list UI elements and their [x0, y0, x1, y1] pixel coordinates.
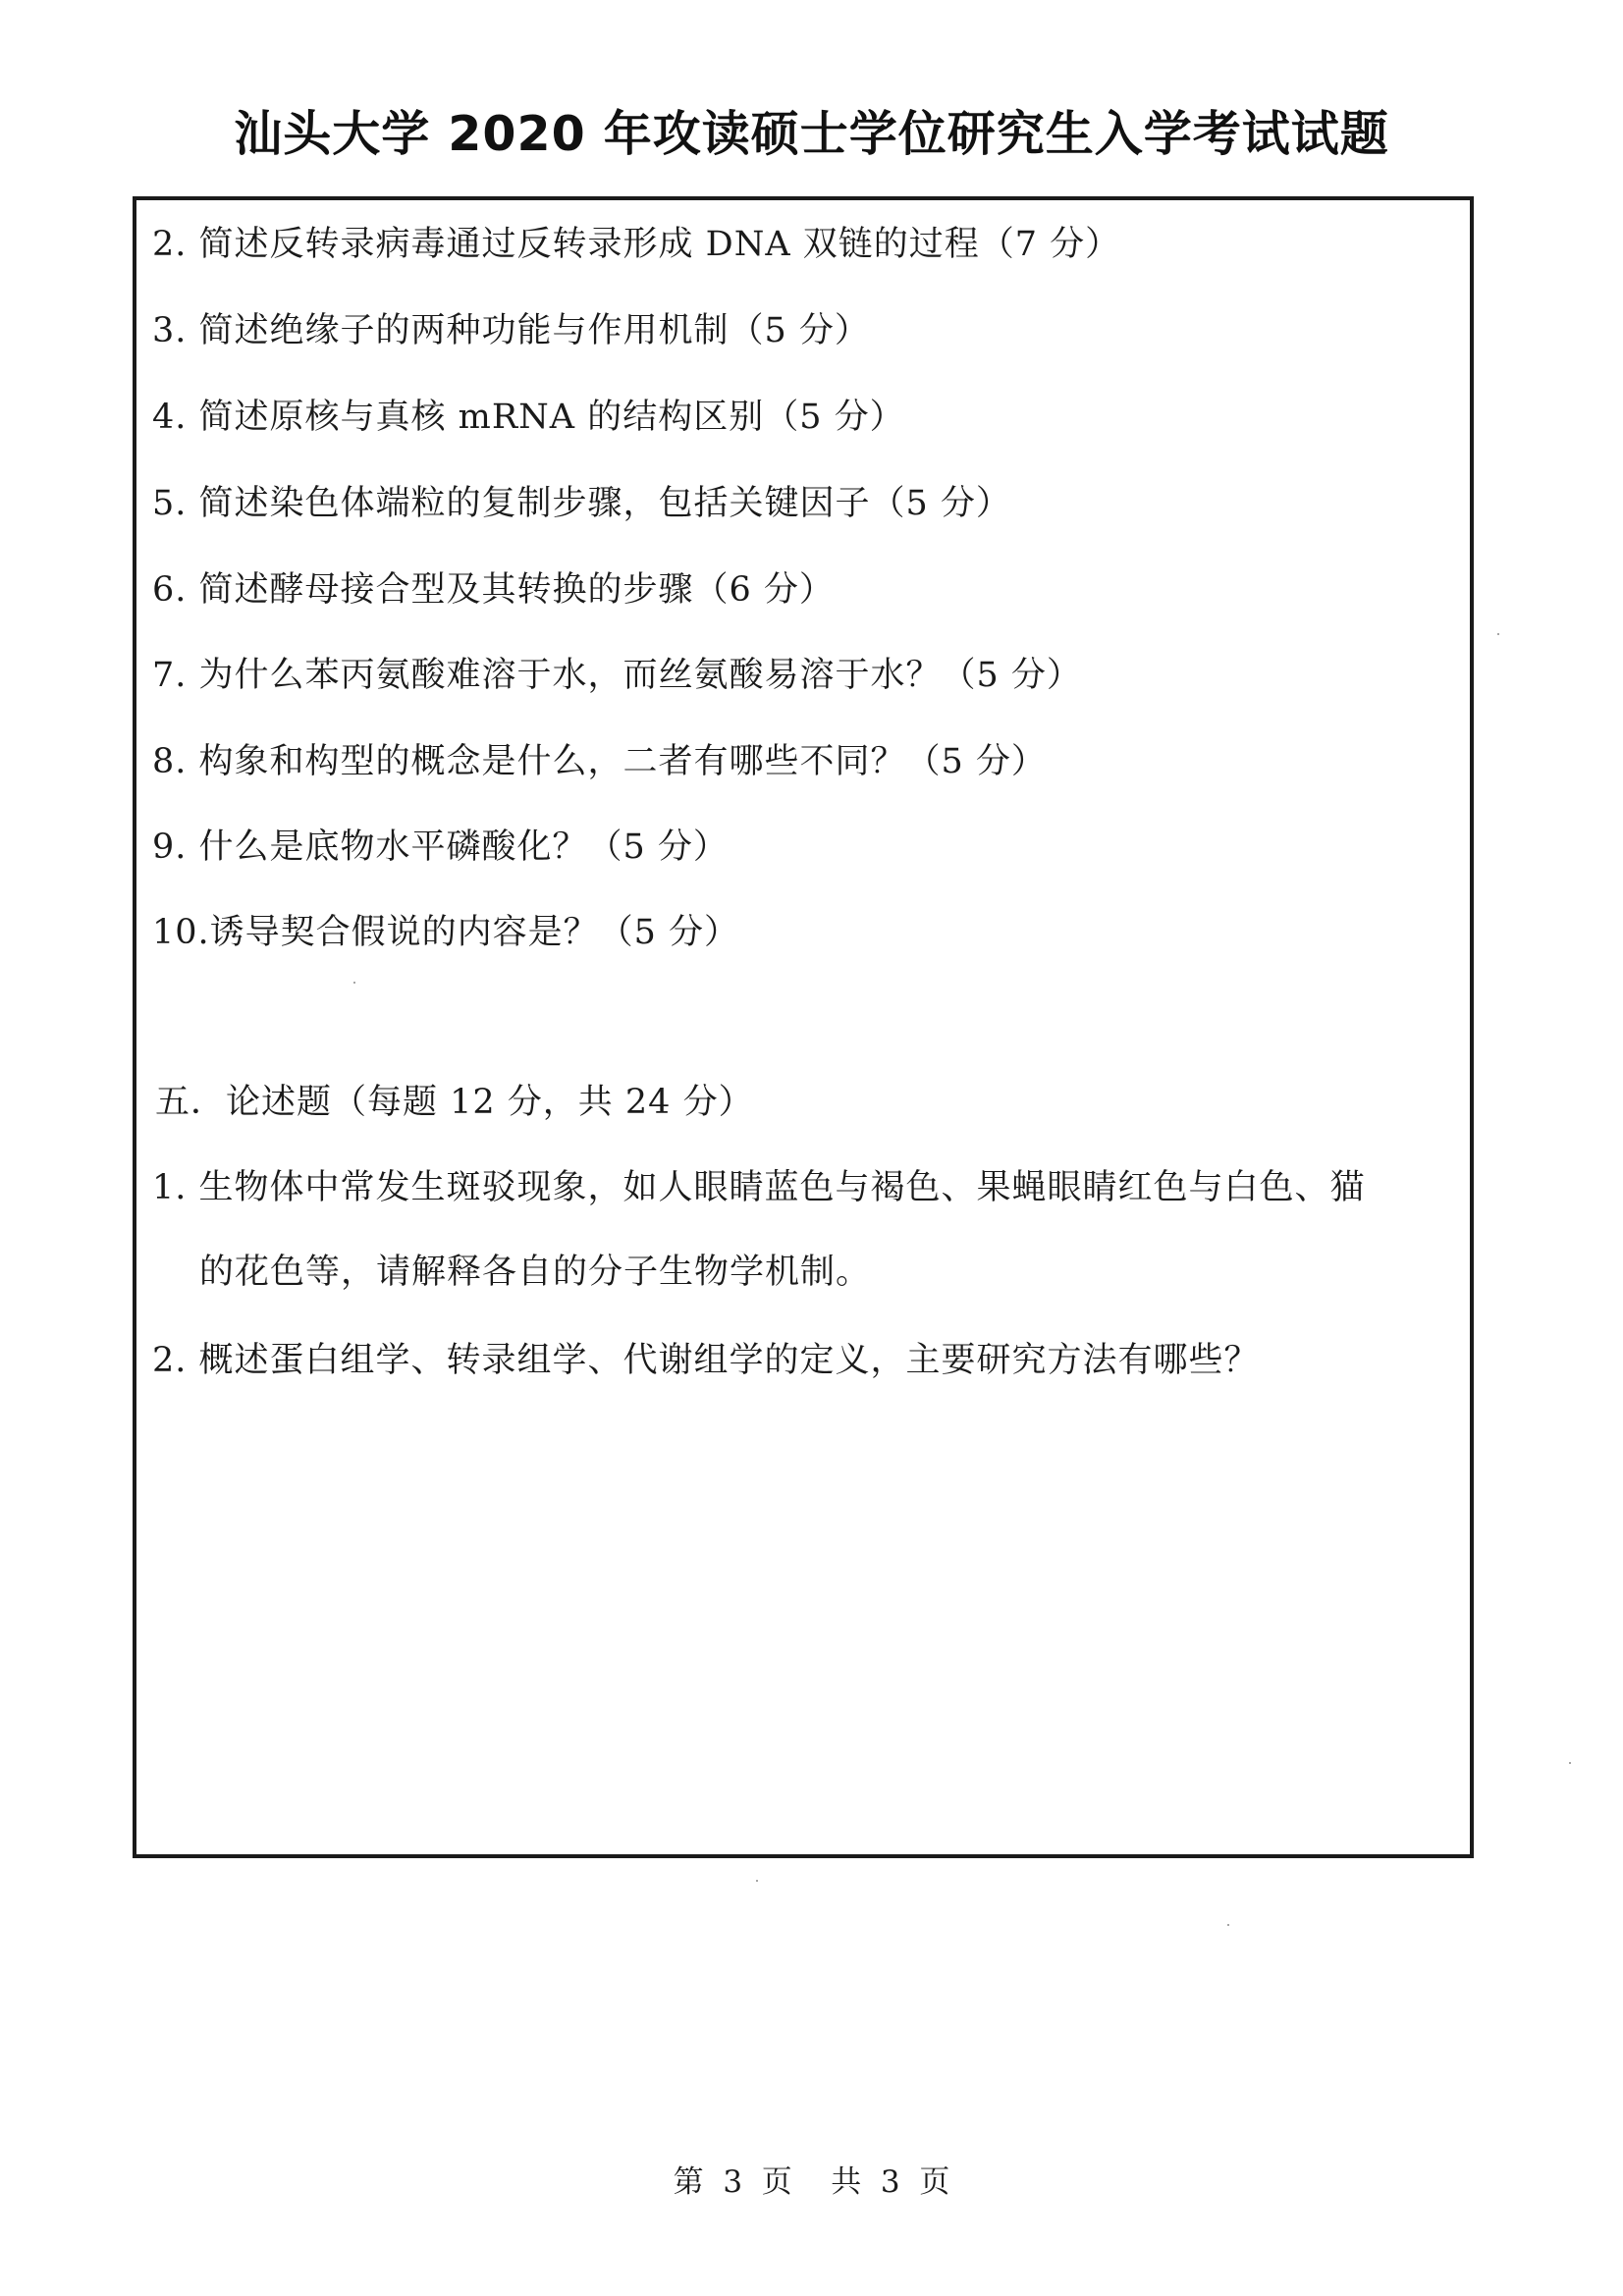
exam-title: 汕头大学 2020 年攻读硕士学位研究生入学考试试题 [234, 106, 1389, 162]
question-7: 7. 为什么苯丙氨酸难溶于水，而丝氨酸易溶于水？（5 分） [152, 656, 1082, 695]
question-8: 8. 构象和构型的概念是什么，二者有哪些不同？（5 分） [152, 742, 1047, 781]
scan-speck [1569, 1762, 1571, 1764]
essay-question-1-line-2: 的花色等，请解释各自的分子生物学机制。 [199, 1253, 872, 1292]
question-frame [133, 196, 1474, 1858]
question-9: 9. 什么是底物水平磷酸化？（5 分） [152, 828, 729, 867]
question-3: 3. 简述绝缘子的两种功能与作用机制（5 分） [152, 311, 870, 350]
essay-question-2: 2. 概述蛋白组学、转录组学、代谢组学的定义，主要研究方法有哪些？ [152, 1341, 1260, 1380]
section-5-heading: 五．论述题（每题 12 分，共 24 分） [155, 1083, 754, 1122]
essay-question-1-line-1: 1. 生物体中常发生斑驳现象，如人眼睛蓝色与褐色、果蝇眼睛红色与白色、猫 [152, 1168, 1366, 1207]
scan-speck [1497, 633, 1499, 635]
question-6: 6. 简述酵母接合型及其转换的步骤（6 分） [152, 570, 835, 610]
question-5: 5. 简述染色体端粒的复制步骤，包括关键因子（5 分） [152, 484, 1011, 523]
question-10: 10.诱导契合假说的内容是？（5 分） [152, 913, 740, 952]
question-2: 2. 简述反转录病毒通过反转录形成 DNA 双链的过程（7 分） [152, 225, 1121, 264]
scan-speck [353, 982, 355, 984]
page-number: 第 3 页 共 3 页 [673, 2164, 950, 2200]
scan-speck [1227, 1924, 1229, 1926]
scan-speck [756, 1880, 758, 1882]
question-4: 4. 简述原核与真核 mRNA 的结构区别（5 分） [152, 398, 905, 437]
